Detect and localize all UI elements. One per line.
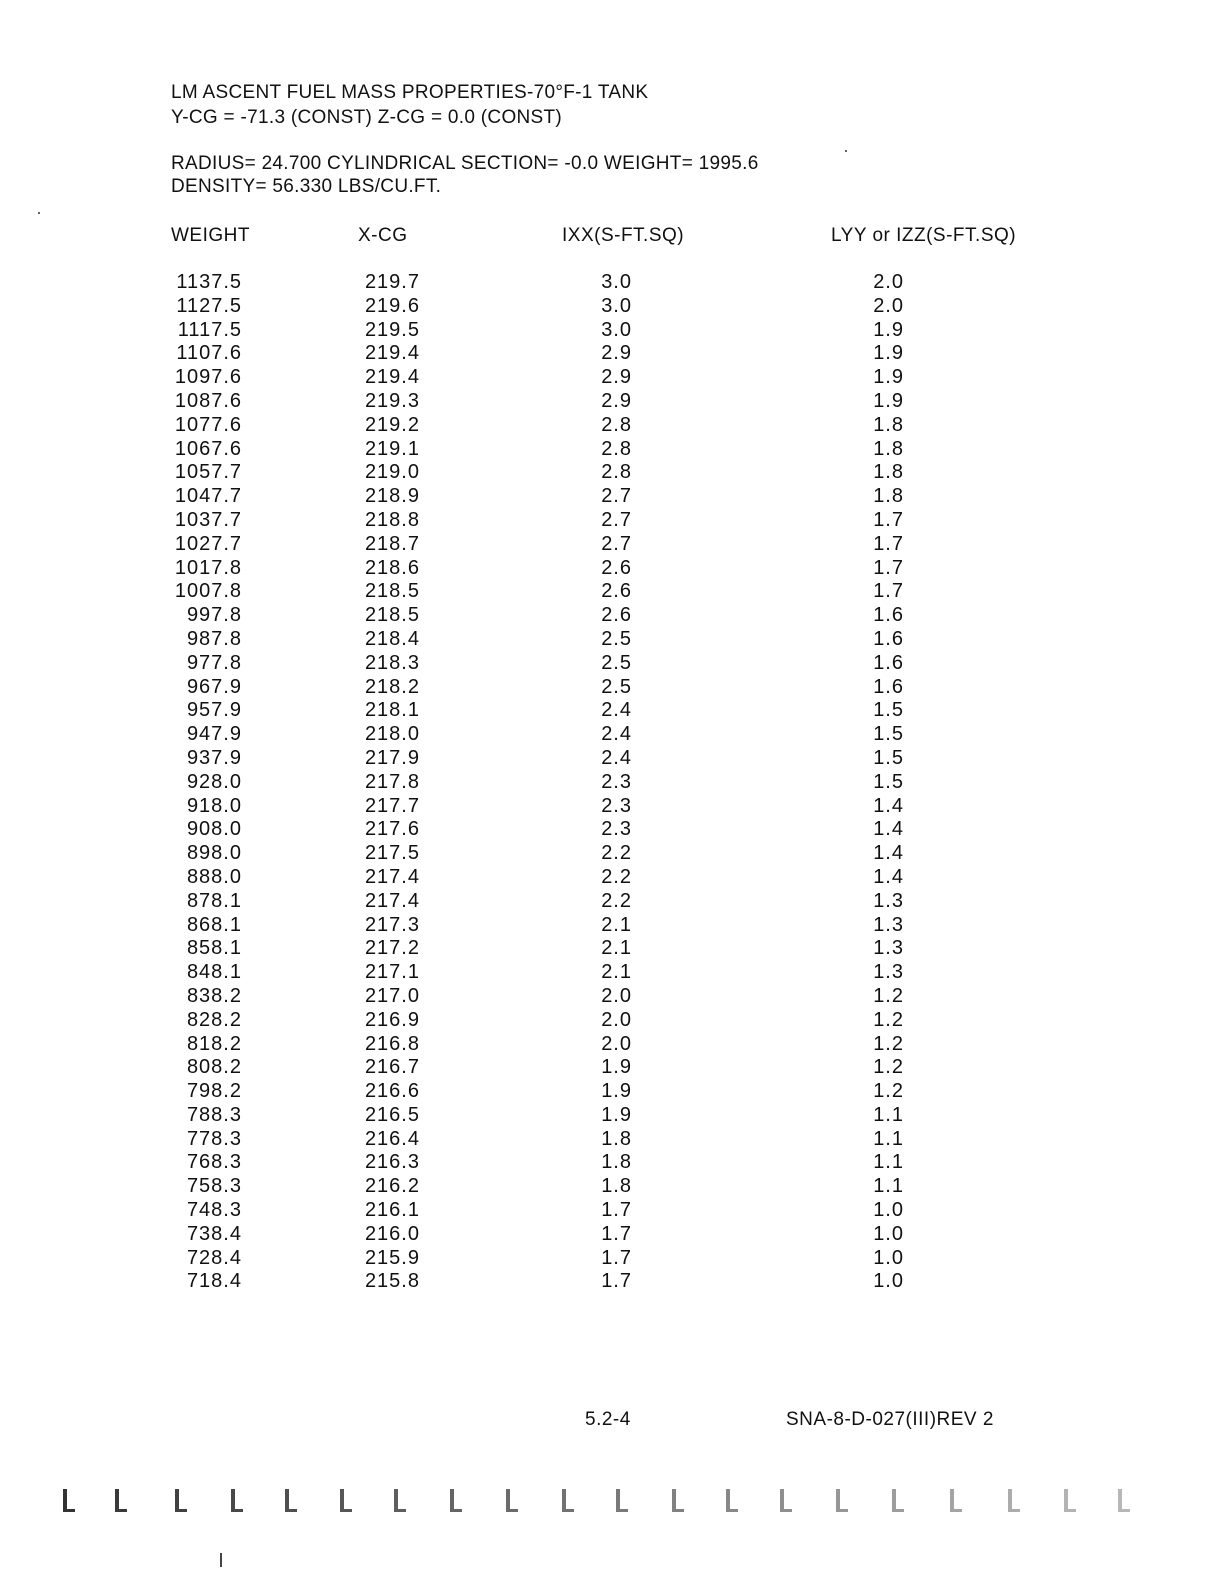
ixx-cell: 2.0 — [601, 984, 632, 1007]
weight-cell: 898.0 — [186, 842, 242, 865]
ixx-cell: 2.4 — [601, 723, 632, 746]
table-row — [0, 890, 1220, 914]
ixx-cell: 2.2 — [601, 865, 632, 888]
weight-cell: 858.1 — [186, 937, 242, 960]
table-row — [0, 604, 1220, 628]
x-cg-cell: 216.9 — [364, 1008, 420, 1031]
iyy-izz-cell: 1.1 — [873, 1151, 904, 1174]
iyy-izz-cell: 1.3 — [873, 889, 904, 912]
iyy-izz-cell: 1.9 — [873, 342, 904, 365]
column-header-ixx: IXX(S-FT.SQ) — [562, 225, 685, 246]
weight-cell: 828.2 — [186, 1008, 242, 1031]
weight-cell: 848.1 — [186, 961, 242, 984]
x-cg-cell: 218.1 — [364, 699, 420, 722]
table-row — [0, 985, 1220, 1009]
table-row — [0, 699, 1220, 723]
ixx-cell: 1.8 — [601, 1151, 632, 1174]
ixx-cell: 2.7 — [601, 485, 632, 508]
weight-cell: 987.8 — [186, 627, 242, 650]
weight-cell: 937.9 — [186, 746, 242, 769]
weight-cell: 1047.7 — [174, 485, 242, 508]
iyy-izz-cell: 1.1 — [873, 1127, 904, 1150]
x-cg-cell: 219.5 — [364, 318, 420, 341]
weight-cell: 1127.5 — [176, 294, 242, 317]
x-cg-cell: 218.8 — [364, 508, 420, 531]
weight-cell: 738.4 — [186, 1222, 242, 1245]
radius-section-weight-line: RADIUS= 24.700 CYLINDRICAL SECTION= -0.0 WEIGHT= 1995.6 — [171, 153, 759, 174]
ixx-cell: 2.6 — [601, 604, 632, 627]
x-cg-cell: 218.6 — [364, 556, 420, 579]
table-row — [0, 652, 1220, 676]
table-row — [0, 747, 1220, 771]
x-cg-cell: 218.3 — [364, 651, 420, 674]
iyy-izz-cell: 1.0 — [873, 1222, 904, 1245]
iyy-izz-cell: 1.2 — [873, 1080, 904, 1103]
iyy-izz-cell: 1.8 — [873, 437, 904, 460]
weight-cell: 1137.5 — [176, 271, 242, 293]
scan-edge-mark — [112, 1483, 130, 1515]
iyy-izz-cell: 1.2 — [873, 1032, 904, 1055]
table-row — [0, 414, 1220, 438]
ixx-cell: 2.5 — [601, 675, 632, 698]
table-row — [0, 842, 1220, 866]
ixx-cell: 2.3 — [601, 818, 632, 841]
x-cg-cell: 218.9 — [364, 485, 420, 508]
iyy-izz-cell: 1.8 — [873, 485, 904, 508]
ixx-cell: 2.4 — [601, 699, 632, 722]
table-row — [0, 866, 1220, 890]
table-row — [0, 961, 1220, 985]
ixx-cell: 2.9 — [601, 342, 632, 365]
ixx-cell: 2.8 — [601, 461, 632, 484]
x-cg-cell: 217.2 — [364, 937, 420, 960]
ixx-cell: 2.4 — [601, 746, 632, 769]
iyy-izz-cell: 1.2 — [873, 1056, 904, 1079]
iyy-izz-cell: 1.5 — [873, 770, 904, 793]
iyy-izz-cell: 1.4 — [873, 842, 904, 865]
weight-cell: 1027.7 — [174, 532, 242, 555]
table-row — [0, 461, 1220, 485]
scan-edge-mark — [889, 1483, 907, 1515]
x-cg-cell: 217.9 — [364, 746, 420, 769]
weight-cell: 878.1 — [186, 889, 242, 912]
scan-edge-mark — [228, 1483, 246, 1515]
x-cg-cell: 217.0 — [364, 984, 420, 1007]
table-row — [0, 1270, 1220, 1294]
ixx-cell: 1.9 — [601, 1080, 632, 1103]
weight-cell: 1097.6 — [174, 366, 242, 389]
weight-cell: 728.4 — [186, 1246, 242, 1269]
x-cg-cell: 219.2 — [364, 413, 420, 436]
scan-tick-mark — [220, 1553, 222, 1567]
scan-edge-mark — [1061, 1483, 1079, 1515]
x-cg-cell: 217.5 — [364, 842, 420, 865]
weight-cell: 748.3 — [186, 1199, 242, 1222]
x-cg-cell: 217.8 — [364, 770, 420, 793]
table-row — [0, 295, 1220, 319]
weight-cell: 918.0 — [186, 794, 242, 817]
table-row — [0, 628, 1220, 652]
x-cg-cell: 218.5 — [364, 604, 420, 627]
x-cg-cell: 219.4 — [364, 366, 420, 389]
scan-edge-mark — [613, 1483, 631, 1515]
table-row — [0, 723, 1220, 747]
ixx-cell: 2.6 — [601, 580, 632, 603]
scan-edge-mark — [172, 1483, 190, 1515]
table-row — [0, 580, 1220, 604]
table-row — [0, 818, 1220, 842]
x-cg-cell: 218.2 — [364, 675, 420, 698]
weight-cell: 1087.6 — [174, 389, 242, 412]
ixx-cell: 2.5 — [601, 627, 632, 650]
x-cg-cell: 216.2 — [364, 1175, 420, 1198]
scan-edge-mark — [60, 1483, 78, 1515]
x-cg-cell: 219.6 — [364, 294, 420, 317]
table-row — [0, 342, 1220, 366]
scan-edge-mark — [669, 1483, 687, 1515]
iyy-izz-cell: 1.8 — [873, 461, 904, 484]
iyy-izz-cell: 1.7 — [873, 580, 904, 603]
iyy-izz-cell: 1.6 — [873, 651, 904, 674]
table-row — [0, 937, 1220, 961]
weight-cell: 808.2 — [186, 1056, 242, 1079]
table-row — [0, 1033, 1220, 1057]
weight-cell: 758.3 — [186, 1175, 242, 1198]
x-cg-cell: 215.8 — [364, 1270, 420, 1293]
iyy-izz-cell: 1.3 — [873, 961, 904, 984]
scan-edge-mark — [503, 1483, 521, 1515]
ixx-cell: 2.9 — [601, 389, 632, 412]
scan-edge-mark — [559, 1483, 577, 1515]
weight-cell: 1107.6 — [176, 342, 242, 365]
ixx-cell: 2.8 — [601, 413, 632, 436]
scan-edge-mark — [777, 1483, 795, 1515]
x-cg-cell: 216.4 — [364, 1127, 420, 1150]
scan-edge-mark — [833, 1483, 851, 1515]
x-cg-cell: 216.0 — [364, 1222, 420, 1245]
iyy-izz-cell: 1.7 — [873, 532, 904, 555]
x-cg-cell: 217.3 — [364, 913, 420, 936]
table-row — [0, 533, 1220, 557]
x-cg-cell: 215.9 — [364, 1246, 420, 1269]
ixx-cell: 2.9 — [601, 366, 632, 389]
table-row — [0, 390, 1220, 414]
table-row — [0, 914, 1220, 938]
x-cg-cell: 217.1 — [364, 961, 420, 984]
scan-edge-mark — [282, 1483, 300, 1515]
x-cg-cell: 219.4 — [364, 342, 420, 365]
table-row — [0, 557, 1220, 581]
iyy-izz-cell: 1.3 — [873, 937, 904, 960]
x-cg-cell: 219.3 — [364, 389, 420, 412]
ixx-cell: 1.8 — [601, 1127, 632, 1150]
x-cg-cell: 218.7 — [364, 532, 420, 555]
x-cg-cell: 216.5 — [364, 1103, 420, 1126]
table-row — [0, 771, 1220, 795]
x-cg-cell: 218.4 — [364, 627, 420, 650]
weight-cell: 997.8 — [186, 604, 242, 627]
iyy-izz-cell: 1.5 — [873, 746, 904, 769]
x-cg-cell: 219.0 — [364, 461, 420, 484]
table-row — [0, 1009, 1220, 1033]
table-row — [0, 1080, 1220, 1104]
iyy-izz-cell: 1.3 — [873, 913, 904, 936]
weight-cell: 967.9 — [186, 675, 242, 698]
ixx-cell: 2.3 — [601, 770, 632, 793]
table-row — [0, 1056, 1220, 1080]
cg-constants-line: Y-CG = -71.3 (CONST) Z-CG = 0.0 (CONST) — [171, 107, 563, 128]
table-row — [0, 1223, 1220, 1247]
table-row — [0, 1175, 1220, 1199]
table-row — [0, 676, 1220, 700]
ixx-cell: 1.9 — [601, 1103, 632, 1126]
iyy-izz-cell: 1.8 — [873, 413, 904, 436]
ixx-cell: 1.7 — [601, 1270, 632, 1293]
page-number: 5.2-4 — [585, 1409, 631, 1430]
iyy-izz-cell: 2.0 — [873, 271, 904, 293]
iyy-izz-cell: 1.6 — [873, 627, 904, 650]
scan-edge-mark — [1005, 1483, 1023, 1515]
weight-cell: 1067.6 — [174, 437, 242, 460]
weight-cell: 888.0 — [186, 865, 242, 888]
iyy-izz-cell: 1.2 — [873, 1008, 904, 1031]
weight-cell: 1077.6 — [174, 413, 242, 436]
scan-edge-mark — [337, 1483, 355, 1515]
table-row — [0, 1151, 1220, 1175]
ixx-cell: 2.1 — [601, 913, 632, 936]
weight-cell: 1117.5 — [177, 318, 242, 341]
document-id: SNA-8-D-027(III)REV 2 — [786, 1409, 994, 1430]
scan-speck — [845, 150, 847, 152]
x-cg-cell: 219.7 — [364, 271, 420, 293]
column-header-weight: WEIGHT — [171, 225, 250, 246]
weight-cell: 957.9 — [186, 699, 242, 722]
ixx-cell: 2.3 — [601, 794, 632, 817]
x-cg-cell: 218.5 — [364, 580, 420, 603]
x-cg-cell: 216.3 — [364, 1151, 420, 1174]
ixx-cell: 2.6 — [601, 556, 632, 579]
ixx-cell: 3.0 — [601, 271, 632, 293]
weight-cell: 838.2 — [186, 984, 242, 1007]
weight-cell: 788.3 — [186, 1103, 242, 1126]
weight-cell: 977.8 — [186, 651, 242, 674]
iyy-izz-cell: 1.1 — [873, 1103, 904, 1126]
table-row — [0, 1247, 1220, 1271]
table-row — [0, 795, 1220, 819]
scan-speck — [38, 212, 40, 214]
table-row — [0, 485, 1220, 509]
ixx-cell: 1.7 — [601, 1199, 632, 1222]
table-row — [0, 319, 1220, 343]
x-cg-cell: 217.4 — [364, 865, 420, 888]
table-row — [0, 1128, 1220, 1152]
column-header-x-cg: X-CG — [358, 225, 408, 246]
table-row — [0, 1104, 1220, 1128]
iyy-izz-cell: 1.5 — [873, 723, 904, 746]
ixx-cell: 2.1 — [601, 961, 632, 984]
table-row — [0, 509, 1220, 533]
iyy-izz-cell: 1.4 — [873, 794, 904, 817]
weight-cell: 928.0 — [186, 770, 242, 793]
iyy-izz-cell: 1.1 — [873, 1175, 904, 1198]
ixx-cell: 2.1 — [601, 937, 632, 960]
iyy-izz-cell: 1.9 — [873, 318, 904, 341]
ixx-cell: 1.7 — [601, 1246, 632, 1269]
ixx-cell: 1.7 — [601, 1222, 632, 1245]
ixx-cell: 2.7 — [601, 508, 632, 531]
scan-edge-mark — [947, 1483, 965, 1515]
weight-cell: 1037.7 — [174, 508, 242, 531]
iyy-izz-cell: 1.4 — [873, 865, 904, 888]
table-row — [0, 366, 1220, 390]
weight-cell: 1017.8 — [174, 556, 242, 579]
ixx-cell: 2.8 — [601, 437, 632, 460]
ixx-cell: 3.0 — [601, 294, 632, 317]
scan-edge-mark — [391, 1483, 409, 1515]
density-line: DENSITY= 56.330 LBS/CU.FT. — [171, 176, 442, 197]
x-cg-cell: 216.7 — [364, 1056, 420, 1079]
table-row — [0, 438, 1220, 462]
iyy-izz-cell: 1.9 — [873, 366, 904, 389]
document-title: LM ASCENT FUEL MASS PROPERTIES-70°F-1 TANK — [171, 82, 649, 103]
weight-cell: 1007.8 — [174, 580, 242, 603]
weight-cell: 868.1 — [186, 913, 242, 936]
column-header-iyy-izz: LYY or IZZ(S-FT.SQ) — [831, 225, 1017, 246]
x-cg-cell: 219.1 — [364, 437, 420, 460]
iyy-izz-cell: 1.0 — [873, 1199, 904, 1222]
scan-edge-mark — [1115, 1483, 1133, 1515]
iyy-izz-cell: 1.9 — [873, 389, 904, 412]
x-cg-cell: 217.6 — [364, 818, 420, 841]
ixx-cell: 2.2 — [601, 842, 632, 865]
scan-edge-mark — [447, 1483, 465, 1515]
weight-cell: 908.0 — [186, 818, 242, 841]
ixx-cell: 2.5 — [601, 651, 632, 674]
weight-cell: 768.3 — [186, 1151, 242, 1174]
ixx-cell: 2.2 — [601, 889, 632, 912]
weight-cell: 818.2 — [186, 1032, 242, 1055]
x-cg-cell: 216.6 — [364, 1080, 420, 1103]
table-row — [0, 271, 1220, 295]
x-cg-cell: 216.8 — [364, 1032, 420, 1055]
x-cg-cell: 217.7 — [364, 794, 420, 817]
weight-cell: 778.3 — [186, 1127, 242, 1150]
ixx-cell: 1.8 — [601, 1175, 632, 1198]
iyy-izz-cell: 1.5 — [873, 699, 904, 722]
table-row — [0, 1199, 1220, 1223]
ixx-cell: 3.0 — [601, 318, 632, 341]
iyy-izz-cell: 1.2 — [873, 984, 904, 1007]
weight-cell: 1057.7 — [174, 461, 242, 484]
x-cg-cell: 218.0 — [364, 723, 420, 746]
iyy-izz-cell: 2.0 — [873, 294, 904, 317]
iyy-izz-cell: 1.0 — [873, 1270, 904, 1293]
ixx-cell: 2.0 — [601, 1032, 632, 1055]
iyy-izz-cell: 1.0 — [873, 1246, 904, 1269]
iyy-izz-cell: 1.6 — [873, 604, 904, 627]
iyy-izz-cell: 1.7 — [873, 508, 904, 531]
weight-cell: 798.2 — [186, 1080, 242, 1103]
weight-cell: 718.4 — [186, 1270, 242, 1293]
mass-properties-table — [0, 271, 1220, 1294]
scan-edge-marks — [60, 1483, 1160, 1517]
scan-edge-mark — [723, 1483, 741, 1515]
x-cg-cell: 216.1 — [364, 1199, 420, 1222]
iyy-izz-cell: 1.4 — [873, 818, 904, 841]
ixx-cell: 2.0 — [601, 1008, 632, 1031]
weight-cell: 947.9 — [186, 723, 242, 746]
iyy-izz-cell: 1.6 — [873, 675, 904, 698]
ixx-cell: 2.7 — [601, 532, 632, 555]
ixx-cell: 1.9 — [601, 1056, 632, 1079]
iyy-izz-cell: 1.7 — [873, 556, 904, 579]
x-cg-cell: 217.4 — [364, 889, 420, 912]
